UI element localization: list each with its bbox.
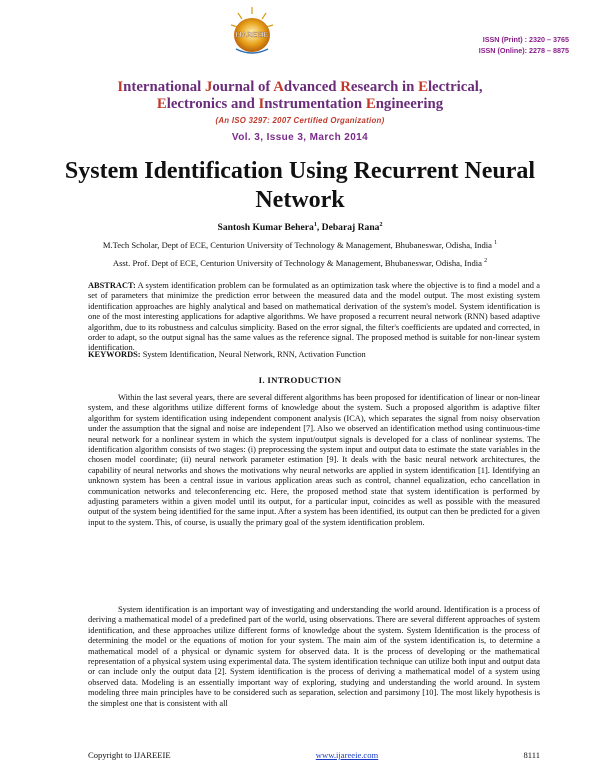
logo-text: IJAREEIE <box>235 30 269 39</box>
journal-word: dvanced <box>283 79 341 95</box>
author-name: Santosh Kumar Behera <box>217 222 314 233</box>
author-sup: 1 <box>313 221 317 228</box>
journal-cap: R <box>340 79 351 95</box>
author-sup: 2 <box>379 221 383 228</box>
volume-issue: Vol. 3, Issue 3, March 2014 <box>231 132 369 143</box>
affiliation <box>0 240 600 250</box>
affiliation <box>0 258 600 268</box>
journal-cap: I <box>258 96 265 112</box>
page-footer <box>88 750 540 760</box>
keywords-label: KEYWORDS: <box>88 350 141 359</box>
affiliation-sup: 1 <box>494 240 498 247</box>
journal-word: nstrumentation <box>264 96 366 112</box>
journal-word: lectrical, <box>427 79 483 95</box>
issn-print: ISSN (Print) : 2320 – 3765 <box>482 35 569 44</box>
page-number: 8111 <box>523 750 540 760</box>
abstract-text: A system identification problem can be formulated as an optimization task where the objective is to find a model and a set of parameters that minimize the prediction error between the measured data and the model output. The most existing system identification approaches are highly analytical and based on mathematical derivation of the system's model. System identification is one of the most interesting applications for adaptive algorithms. We have proposed a recurrent neural network (RNN) based adaptive algorithm, due to its robustness and calculus simplicity. Based on the error signal, the filter's coefficients are updated and corrected, in order to adapt, so the output signal has the same values as the reference signal. The proposed method is suitable for non-linear system identification. <box>88 281 540 353</box>
author-name: Debaraj Rana <box>321 222 380 233</box>
journal-cap: A <box>273 79 284 95</box>
affiliation-text: Asst. Prof. Dept of ECE, Centurion University of Technology & Management, Bhubaneswar, Odisha, India <box>112 258 482 268</box>
journal-word: ngineering <box>375 96 444 112</box>
author-sep: , <box>316 222 322 233</box>
affiliation-sup: 2 <box>484 258 488 265</box>
journal-word: esearch in <box>350 79 419 95</box>
abstract <box>88 281 540 354</box>
journal-cap: J <box>204 79 213 95</box>
footer-link[interactable]: www.ijareeie.com <box>315 750 379 760</box>
section-heading: I. INTRODUCTION <box>258 375 342 385</box>
keywords <box>88 350 540 360</box>
keywords-text: System Identification, Neural Network, RNN, Activation Function <box>140 350 366 359</box>
issn-block <box>479 34 569 56</box>
paper-title: System Identification Using Recurrent Neural Network <box>64 158 536 213</box>
iso-certification: (An ISO 3297: 2007 Certified Organization) <box>215 116 385 125</box>
issn-online: ISSN (Online): 2278 – 8875 <box>478 46 569 55</box>
journal-cap: I <box>117 79 124 95</box>
journal-logo <box>228 5 276 60</box>
journal-cap: E <box>418 79 428 95</box>
journal-word: ournal of <box>212 79 274 95</box>
footer-copyright: Copyright to IJAREEIE <box>88 750 171 760</box>
abstract-label: ABSTRACT: <box>88 281 136 290</box>
body-paragraph: Within the last several years, there are several different algorithms has been proposed for identification of linear or non-linear system, and these algorithms utilize different forms of knowledge about the system. Such a proposed algorithm is adaptive filter algorithm for system identification using independent component analysis (ICA), which separates the signal from noisy observation under the assumption that the signal and noise are independent [7]. Also we observed an identification method using continuous-time neural network for a nonlinear system in which the system input/output signals is developed for a class of nonlinear systems. The identification algorithm consists of two stages: (i) preprocessing the system input and output data to estimate the state variables in the chosen model coordinate; (ii) neural network parameter estimation [9]. It deals with the basic neural network architectures, the capability of neural networks and shows the motivations why neural networks are applied in system identification [1]. Identifying an unknown system has been a central issue in various application areas such as control, channel equalization, echo cancellation in communication networks and teleconferencing etc. Here, the proposed method state that system identification is performed by adjusting parameters within a given model until its output, for a particular input, coincides as well as possible with the measured output of the system being identified for the same input. After a system has been identified, its output can then be predicted for a given input to the system. This, of course, is usually the primary goal of the system identification problem. <box>88 393 540 527</box>
journal-word: nternational <box>123 79 205 95</box>
journal-name <box>40 79 560 113</box>
journal-word: lectronics and <box>166 96 259 112</box>
affiliation-text: M.Tech Scholar, Dept of ECE, Centurion University of Technology & Management, Bhubaneswar, Odisha, India <box>102 240 492 250</box>
body-paragraph: System identification is an important way of investigating and understanding the world around. Identification is a process of deriving a mathematical model of a predefined part of the world, using observations. There are several different approaches of system identification, and these approaches utilize different forms of knowledge about the system. System Identification is the process of determining the model or the equations of motion for your system. The main aim of the system identification is, to determine a mathematical model of a physical or dynamic system for observed data. It is the process of developing or the mathematical representation of a physical system using experimental data. The system identification technique can utilize both input and output data or can include only the output data [2]. System identification is the process of deriving a mathematical model of a system using observed data. Modeling is an essentially important way of exploring, studying and understanding the world around. In system modeling three main principles have to be considered such as separation, selection and parsimony [10]. The most likely hypothesis is the simplest one that is consistent with all <box>88 605 540 708</box>
journal-cap: E <box>156 96 167 112</box>
authors <box>0 222 600 233</box>
journal-cap: E <box>365 96 376 112</box>
